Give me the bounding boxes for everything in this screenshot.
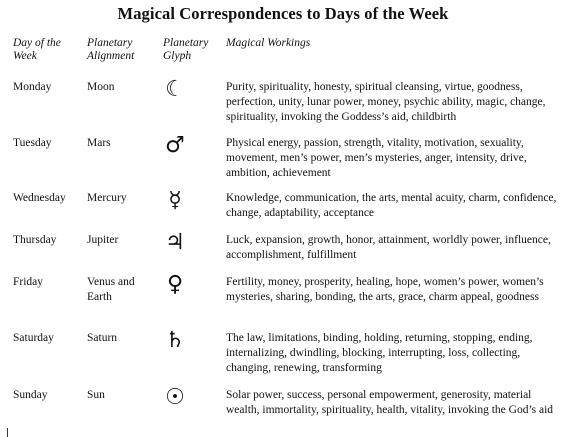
mars-glyph-icon: ♂ xyxy=(165,133,185,158)
venus-glyph-icon: ♀ xyxy=(166,272,184,297)
day-cell: Tuesday xyxy=(13,137,52,149)
day-cell: Thursday xyxy=(13,234,57,246)
planet-cell: Venus and Earth xyxy=(87,276,135,303)
day-cell: Saturday xyxy=(13,332,54,344)
workings-cell: Knowledge, communication, the arts, mental acuity, charm, confidence, change, adaptability, acceptance xyxy=(226,192,557,219)
day-cell: Friday xyxy=(13,276,44,288)
day-cell: Sunday xyxy=(13,389,48,401)
workings-cell: Fertility, money, prosperity, healing, hope, women’s power, women’s mysteries, sharing, bonding, the arts, grace, charm appeal, goodness xyxy=(226,276,544,303)
saturn-glyph-icon: ♄ xyxy=(165,328,185,353)
planet-cell: Mars xyxy=(87,137,111,149)
day-cell: Monday xyxy=(13,81,52,93)
header-planet-line1: Planetary xyxy=(87,37,133,49)
planet-cell: Jupiter xyxy=(87,234,119,246)
planet-cell: Sun xyxy=(87,389,105,401)
header-glyph-line1: Planetary xyxy=(163,37,209,49)
workings-cell: Luck, expansion, growth, honor, attainment, worldly power, influence, accomplishment, fulfillment xyxy=(226,234,551,261)
sun-glyph-icon: ☉ xyxy=(165,385,185,410)
mercury-glyph-icon: ☿ xyxy=(168,188,182,213)
header-glyph-line2: Glyph xyxy=(163,50,192,62)
header-planet-line2: Alignment xyxy=(87,50,135,62)
header-day-line1: Day of the xyxy=(13,37,61,49)
workings-cell: The law, limitations, binding, holding, returning, stopping, ending, internalizing, dwindling, blocking, interrupting, loss, collecting, changing, renewing, transforming xyxy=(226,332,533,374)
header-workings: Magical Workings xyxy=(226,37,311,49)
workings-cell: Purity, spirituality, honesty, spiritual cleansing, virtue, goodness, perfection, unity, lunar power, money, psychic ability, magic, change, spirituality, invoking the Goddess’s aid, childbirth xyxy=(226,81,546,123)
workings-cell: Physical energy, passion, strength, vitality, motivation, sexuality, movement, men’s power, men’s mysteries, anger, intensity, drive, ambition, achievement xyxy=(226,137,527,179)
header-day-line2: Week xyxy=(13,50,37,62)
workings-cell: Solar power, success, personal empowerment, generosity, material wealth, immortality, spirituality, health, vitality, invoking the God’s aid xyxy=(226,389,554,416)
header-planet xyxy=(87,37,159,63)
text-cursor xyxy=(7,428,8,437)
planet-cell: Saturn xyxy=(87,332,118,344)
planet-cell: Moon xyxy=(87,81,115,93)
moon-glyph-icon: ☾ xyxy=(165,77,185,102)
day-cell: Wednesday xyxy=(13,192,66,204)
header-glyph xyxy=(163,37,223,63)
jupiter-glyph-icon: ♃ xyxy=(165,230,185,255)
planet-cell: Mercury xyxy=(87,192,127,204)
header-day xyxy=(13,37,85,63)
page-title: Magical Correspondences to Days of the Week xyxy=(117,4,449,23)
